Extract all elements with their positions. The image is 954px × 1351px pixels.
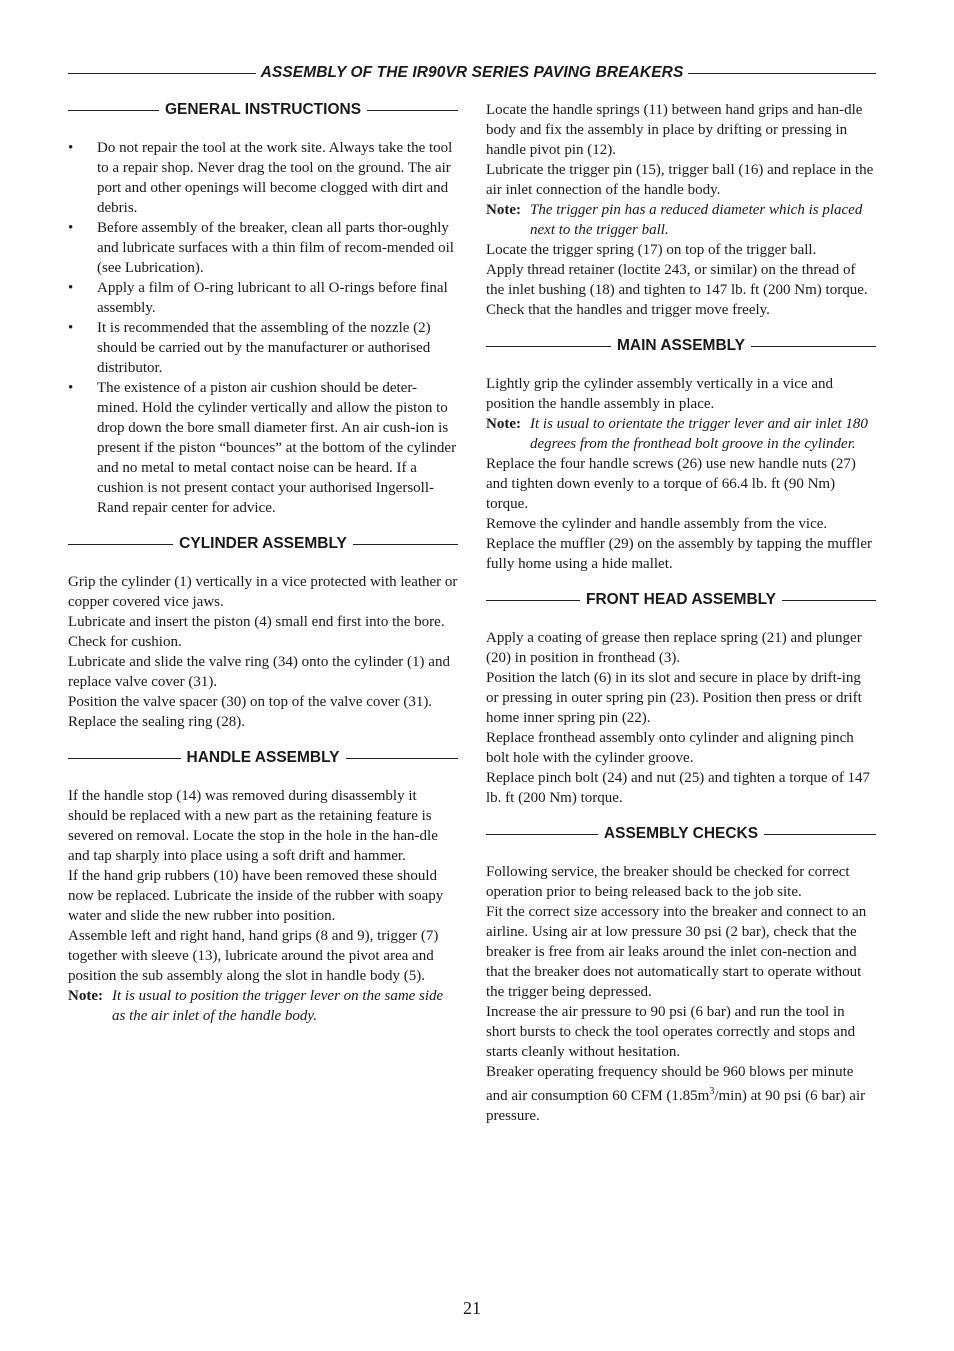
- paragraph: Position the valve spacer (30) on top of the valve cover (31). Replace the sealing ring (28).: [68, 694, 433, 730]
- heading-rule: [751, 346, 876, 347]
- heading-rule: [764, 834, 876, 835]
- section-heading-main: [486, 336, 876, 356]
- bullet-icon: •: [68, 320, 74, 336]
- text-fragment: /min) at 90 psi (6 bar) air pressure.: [486, 1088, 866, 1124]
- note: [68, 986, 458, 1026]
- paragraph: Lubricate and insert the piston (4) small end first into the bore. Check for cushion.: [68, 614, 445, 650]
- bullet-icon: •: [68, 380, 74, 396]
- paragraph: Remove the cylinder and handle assembly from the vice.: [486, 516, 828, 532]
- heading-rule: [486, 346, 611, 347]
- heading-rule: [782, 600, 876, 601]
- paragraph: Apply a coating of grease then replace spring (21) and plunger (20) in position in fronthead (3).: [486, 630, 862, 666]
- heading-rule: [68, 110, 159, 111]
- section-title: CYLINDER ASSEMBLY: [179, 535, 347, 552]
- section-title: MAIN ASSEMBLY: [616, 337, 746, 354]
- note-text: It is usual to position the trigger lever on the same side as the air inlet of the handle body.: [112, 988, 444, 1024]
- section-heading-fronthead: [486, 590, 876, 610]
- section-title: ASSEMBLY CHECKS: [603, 825, 759, 842]
- superscript: 3: [709, 1086, 715, 1097]
- general-instructions-list: [68, 138, 458, 518]
- note-text: It is usual to orientate the trigger lever and air inlet 180 degrees from the fronthead bolt groove in the cylinder.: [530, 416, 868, 452]
- header-rule-left: [68, 73, 256, 74]
- list-item: [68, 138, 458, 218]
- heading-rule: [486, 600, 580, 601]
- list-item-text: Apply a film of O-ring lubricant to all O-rings before final assembly.: [97, 280, 448, 316]
- paragraph: If the handle stop (14) was removed during disassembly it should be replaced with a new part as the retaining feature is severed on removal. Locate the stop in the hole in the han-dle and tap sharply into place using a soft drift and hammer.: [68, 788, 438, 864]
- list-item-text: Before assembly of the breaker, clean all parts thor-oughly and lubricate surfaces with a thin film of recom-mended oil (see Lubrication).: [97, 220, 454, 276]
- paragraph: Increase the air pressure to 90 psi (6 bar) and run the tool in short bursts to check the tool operates correctly and stops and starts cleanly without hesitation.: [486, 1004, 856, 1060]
- paragraph: Fit the correct size accessory into the breaker and connect to an airline. Using air at low pressure 30 psi (2 bar), check that the breaker is free from air leaks around the inlet con-nection and that the breaker does not automatically start to operate without the trigger being depressed.: [486, 904, 867, 1000]
- paragraph: Lightly grip the cylinder assembly vertically in a vice and position the handle assembly in place.: [486, 376, 833, 412]
- section-heading-checks: [486, 824, 876, 844]
- list-item-text: Do not repair the tool at the work site. Always take the tool to a repair shop. Never drag the tool on the ground. The air port and other openings will become clogged with dirt and debris.: [97, 140, 453, 216]
- paragraph: Locate the trigger spring (17) on top of the trigger ball.: [486, 242, 817, 258]
- heading-rule: [353, 544, 458, 545]
- note: [486, 200, 876, 240]
- paragraph: Replace fronthead assembly onto cylinder and aligning pinch bolt hole with the cylinder groove.: [486, 730, 854, 766]
- section-title: FRONT HEAD ASSEMBLY: [585, 591, 777, 608]
- section-title: HANDLE ASSEMBLY: [186, 749, 340, 766]
- paragraph: [486, 1062, 876, 1126]
- section-heading-cylinder: [68, 534, 458, 554]
- paragraph: Assemble left and right hand, hand grips (8 and 9), trigger (7) together with sleeve (13), lubricate around the pivot area and position the sub assembly along the slot in handle body (5).: [68, 928, 439, 984]
- page-title: ASSEMBLY OF THE IR90VR SERIES PAVING BREAKERS: [260, 64, 684, 81]
- heading-rule: [68, 544, 173, 545]
- paragraph: Following service, the breaker should be checked for correct operation prior to being released back to the job site.: [486, 864, 850, 900]
- list-item: [68, 278, 458, 318]
- page-number: 21: [463, 1298, 481, 1318]
- list-item: [68, 378, 458, 518]
- left-column: [68, 100, 458, 1026]
- note-text: The trigger pin has a reduced diameter which is placed next to the trigger ball.: [530, 202, 863, 238]
- note-label: Note:: [486, 202, 521, 218]
- paragraph: Position the latch (6) in its slot and secure in place by drift-ing or pressing in outer spring pin (23). Position then press or drift home inner spring pin (22).: [486, 670, 862, 726]
- section-heading-general: [68, 100, 458, 120]
- paragraph: If the hand grip rubbers (10) have been removed these should now be replaced. Lubricate the inside of the rubber with soapy water and slide the new rubber into position.: [68, 868, 444, 924]
- paragraph: Replace the muffler (29) on the assembly by tapping the muffler fully home using a hide mallet.: [486, 536, 873, 572]
- heading-rule: [68, 758, 181, 759]
- bullet-icon: •: [68, 280, 74, 296]
- heading-rule: [486, 834, 598, 835]
- list-item-text: It is recommended that the assembling of the nozzle (2) should be carried out by the manufacturer or authorised distributor.: [97, 320, 431, 376]
- paragraph: Replace the four handle screws (26) use new handle nuts (27) and tighten down evenly to a torque of 66.4 lb. ft (90 Nm) torque.: [486, 456, 856, 512]
- paragraph: Grip the cylinder (1) vertically in a vice protected with leather or copper covered vice jaws.: [68, 574, 458, 610]
- bullet-icon: •: [68, 140, 74, 156]
- page-header: [68, 64, 876, 82]
- note-label: Note:: [486, 416, 521, 432]
- section-title: GENERAL INSTRUCTIONS: [164, 101, 362, 118]
- text-fragment: Breaker operating frequency should be 960 blows per minute and air consumption 60 CFM (1.85m: [486, 1064, 854, 1104]
- right-column: [486, 100, 876, 1126]
- paragraph: Locate the handle springs (11) between hand grips and han-dle body and fix the assembly in place by drifting or pressing in handle pivot pin (12).: [486, 102, 863, 158]
- heading-rule: [367, 110, 458, 111]
- bullet-icon: •: [68, 220, 74, 236]
- list-item: [68, 318, 458, 378]
- paragraph: Lubricate the trigger pin (15), trigger ball (16) and replace in the air inlet connection of the handle body.: [486, 162, 874, 198]
- paragraph: Apply thread retainer (loctite 243, or similar) on the thread of the inlet bushing (18) and tighten to 147 lb. ft (200 Nm) torque. Check that the handles and trigger move freely.: [486, 262, 868, 318]
- section-heading-handle: [68, 748, 458, 768]
- heading-rule: [346, 758, 459, 759]
- list-item-text: The existence of a piston air cushion should be deter-mined. Hold the cylinder vertically and allow the piston to drop down the bore small diameter first. An air cush-ion is present if the piston “bounces” at the bottom of the cylinder and no metal to metal contact noise can be heard. If a cushion is not present contact your authorised Ingersoll-Rand repair center for advice.: [97, 380, 457, 516]
- header-rule-right: [688, 73, 876, 74]
- list-item: [68, 218, 458, 278]
- paragraph: Replace pinch bolt (24) and nut (25) and tighten a torque of 147 lb. ft (200 Nm) torque.: [486, 770, 871, 806]
- paragraph: Lubricate and slide the valve ring (34) onto the cylinder (1) and replace valve cover (31).: [68, 654, 450, 690]
- note-label: Note:: [68, 988, 103, 1004]
- note: [486, 414, 876, 454]
